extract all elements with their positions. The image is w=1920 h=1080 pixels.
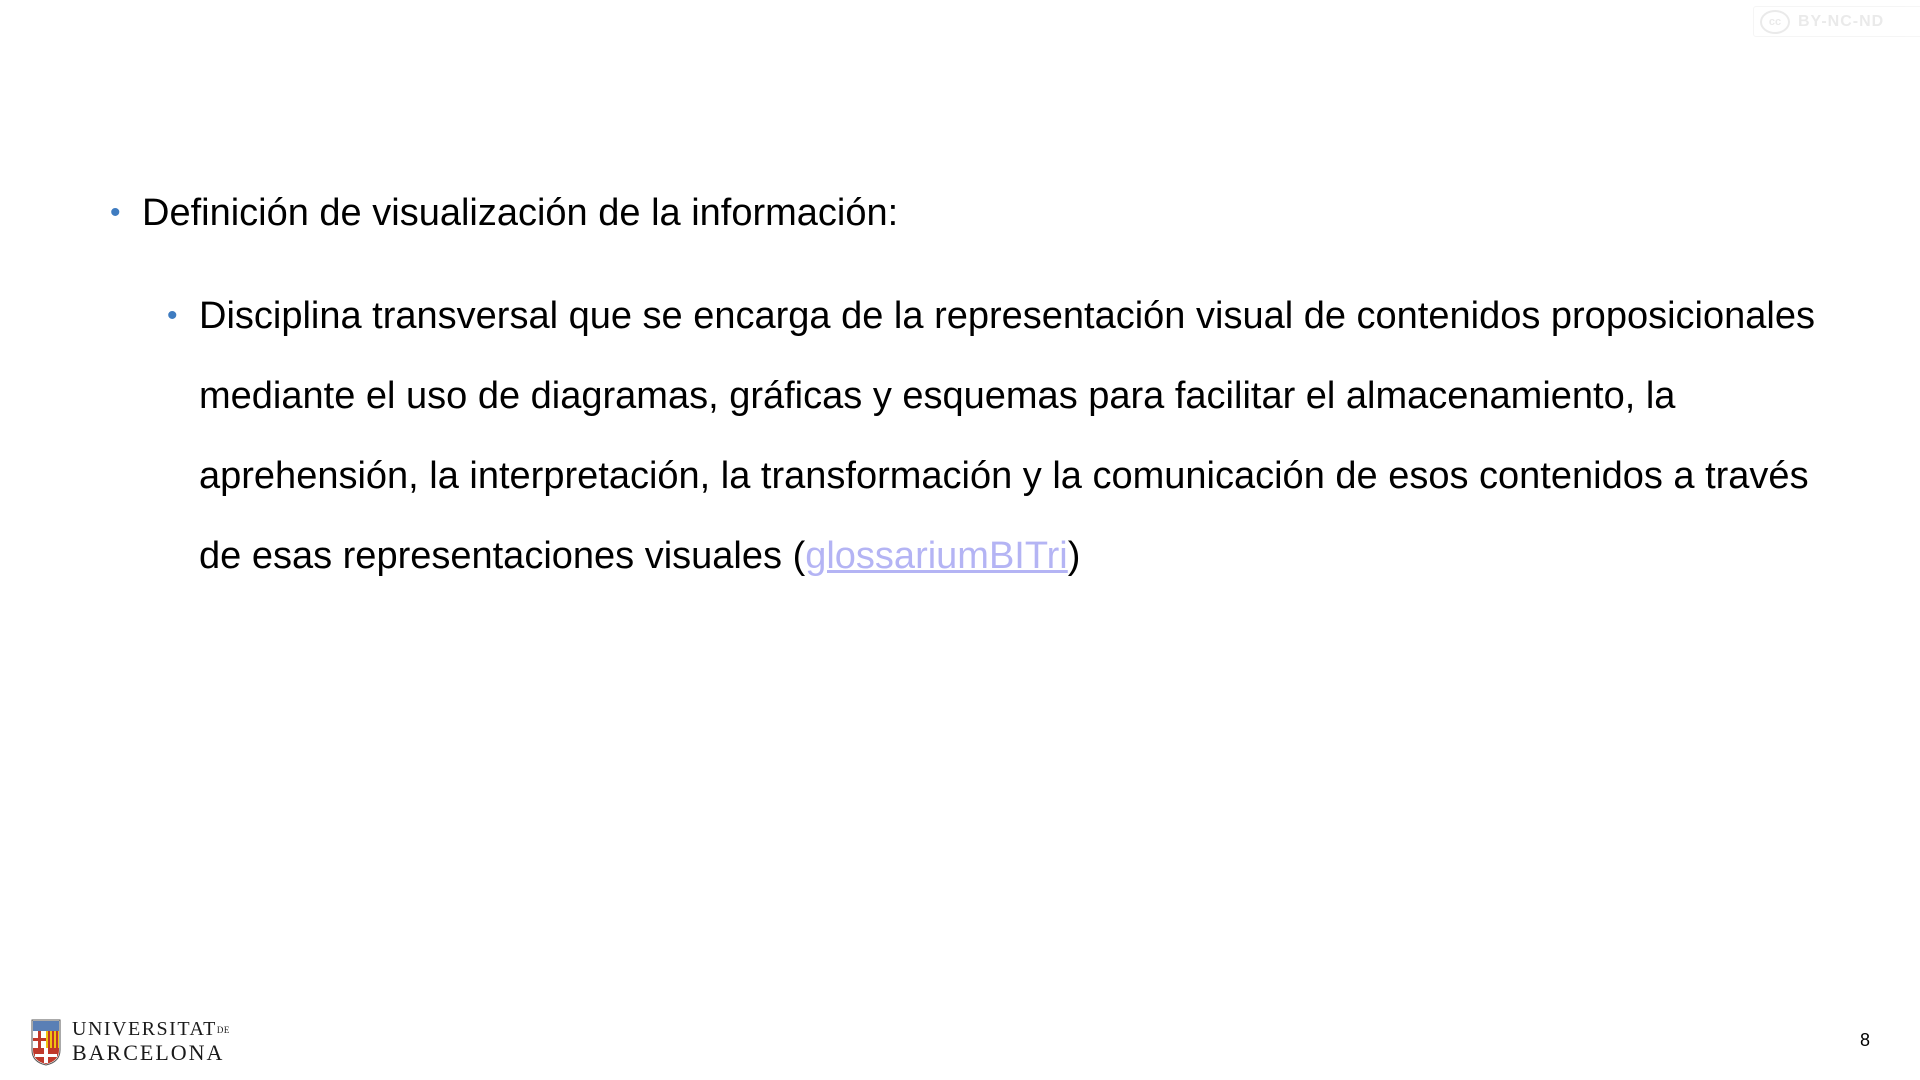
glossarium-link[interactable]: glossariumBITri [805,535,1068,577]
university-shield-icon [30,1016,62,1066]
bullet-level2 [167,276,1830,596]
logo-universitat: UNIVERSITAT [72,1017,217,1040]
definition-body: Disciplina transversal que se encarga de la representación visual de contenidos proposicionales mediante el uso de diagramas, gráficas y esquemas para facilitar el almacenamiento, la aprehensión, la interpretación, la transformación y la comunicación de esos contenidos a través de esas representaciones visuales ( [199,295,1815,577]
bullet-dot: • [110,196,121,229]
bullet-level1 [110,188,1830,238]
bullet-dot: • [167,299,178,332]
license-badge[interactable] [1753,6,1920,37]
license-label: BY-NC-ND [1798,12,1885,30]
page-number: 8 [1859,1030,1870,1050]
cc-icon [1760,10,1790,34]
cc-mark: cc [1768,15,1782,28]
logo-line1 [72,1018,230,1042]
university-logo [30,1016,230,1066]
slide-content [110,188,1830,596]
definition-heading: Definición de visualización de la información: [142,192,899,234]
definition-text [199,276,1829,596]
logo-text [72,1018,230,1065]
logo-barcelona: BARCELONA [72,1040,225,1066]
closing-paren: ) [1067,535,1081,577]
logo-de: DE [216,1024,230,1035]
